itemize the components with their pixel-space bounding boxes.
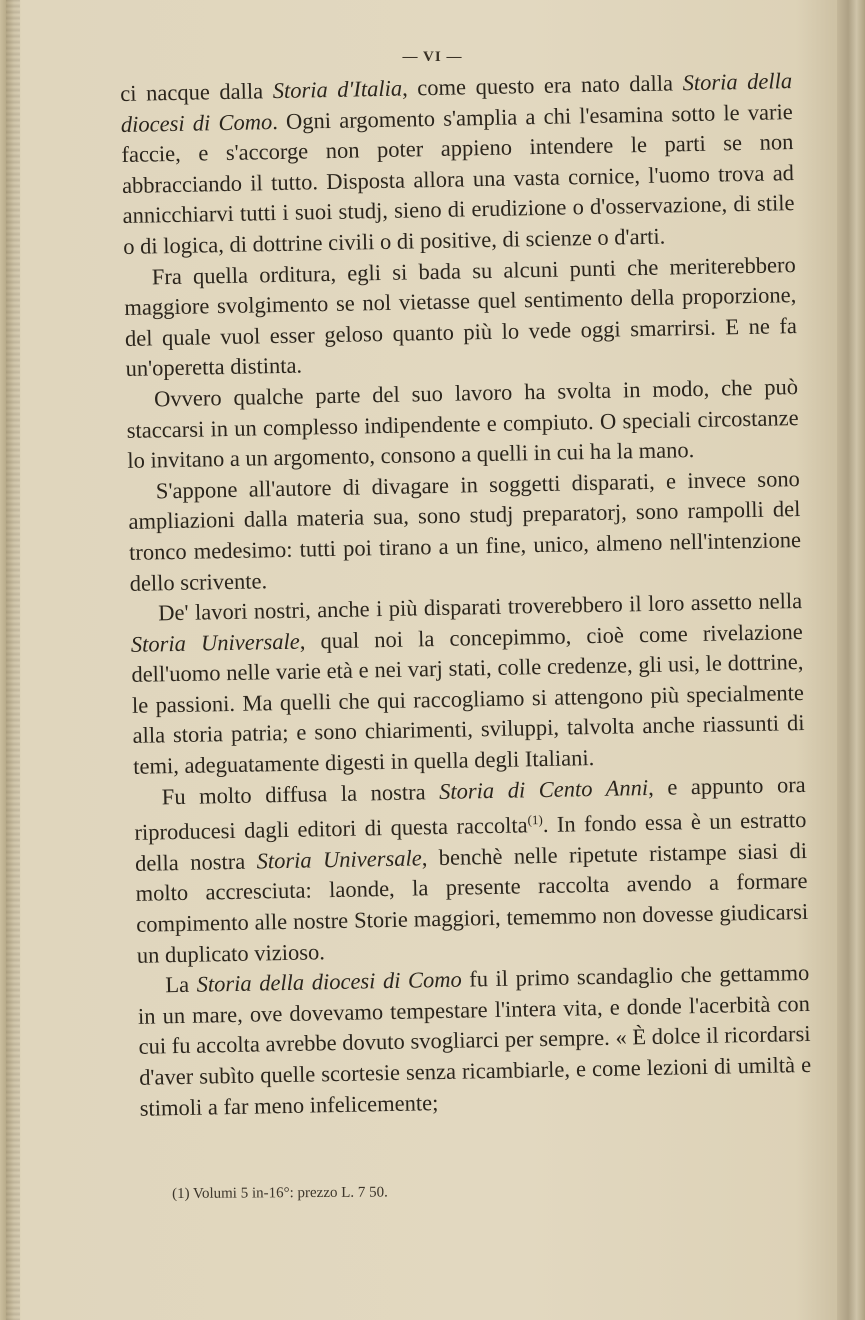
italic-title: Storia Universale: [256, 845, 422, 874]
italic-title: Storia della diocesi di Como: [196, 966, 462, 997]
paragraph: [124, 250, 798, 385]
italic-title: Storia d'Italia: [272, 75, 403, 104]
text-run: Fra quella orditura, egli si bada su alcuni punti che meriterebbero maggiore svolgimento se nol vietasse quel sentimento della proporzione, del quale vuol esser geloso quanto più lo vede oggi smarrirsi. E ne fa un'operetta distinta.: [124, 251, 798, 382]
body-text: [120, 66, 812, 1124]
text-run: . In fondo essa è un estratto della nostra: [134, 807, 807, 876]
text-run: De' lavori nostri, anche i più disparati troverebbero il loro assetto nella: [158, 588, 803, 626]
page-edge-shadow: [837, 0, 865, 1320]
paragraph: [134, 770, 809, 971]
text-run: fu il primo scandaglio che gettammo in un mare, ove dovevamo tempestare l'intera vita, e donde l'acerbità con cui fu accolta avrebbe dovuto svogliarci per sempre. « È dolce il ricordarsi d'aver subìto quelle scortesie senza ricambiarle, e come lezioni di umiltà e stimoli a far meno infelicemente;: [137, 960, 812, 1121]
italic-title: Storia della diocesi di Como: [120, 68, 793, 137]
text-run: S'appone all'autore di divagare in soggetti disparati, e invece sono ampliazioni dalla materia sua, sono studj preparatorj, sono rampolli del tronco medesimo: tutti poi tirano a un fine, unico, almeno nell'intenzione dello scrivente.: [128, 465, 802, 596]
text-run: , come questo era nato dalla: [401, 70, 683, 101]
text-run: , qual noi la concepimmo, cioè come rivelazione dell'uomo nelle varie età e nei varj stati, colle credenze, gli usi, le dottrine, le passioni. Ma quelli che qui raccogliamo si attengono più specialmente alla storia patria; e sono chiarimenti, sviluppi, talvolta anche riassunti di temi, adeguatamente digesti in quella degli Italiani.: [131, 618, 805, 779]
page-number-header: — VI —: [402, 49, 463, 65]
footnote: (1) Volumi 5 in-16°: prezzo L. 7 50.: [172, 1184, 388, 1202]
text-run: Ovvero qualche parte del suo lavoro ha svolta in modo, che può staccarsi in un complesso indipendente e compiuto. O speciali circostanze lo invitano a un argomento, consono a quelli in cui ha la mano.: [126, 373, 799, 474]
italic-title: Storia di Cento Anni: [438, 774, 649, 804]
paragraph: [128, 464, 802, 599]
paragraph: [137, 958, 812, 1124]
text-run: , e appunto ora riproducesi dagli editori di questa raccolta: [134, 771, 806, 846]
text-run: Fu molto diffusa la nostra: [161, 778, 440, 809]
book-gutter: [6, 0, 20, 1320]
text-run: . Ogni argomento s'amplia a chi l'esamina sotto le varie faccie, e s'accorge non poter appieno intendere le parti se non abbracciando il tutto. Disposta allora una vasta cornice, l'uomo trova ad annicchiarvi tutti i suoi studj, sieno di erudizione o d'osservazione, di stile o di logica, di dottrine civili o di positive, di scienze o d'arti.: [121, 98, 795, 259]
footnote-reference: (1): [527, 812, 543, 828]
paragraph: [126, 372, 800, 477]
paragraph: [120, 66, 795, 262]
text-run: , benchè nelle ripetute ristampe siasi di molto accresciuta: laonde, la presente raccolta avendo a formare compimento alle nostre Storie maggiori, tememmo non dovesse giudicarsi un duplicato vizioso.: [135, 837, 809, 968]
text-run: ci nacque dalla: [120, 78, 273, 106]
text-run: La: [165, 971, 197, 998]
paragraph: [130, 586, 805, 782]
italic-title: Storia Universale: [130, 628, 300, 657]
